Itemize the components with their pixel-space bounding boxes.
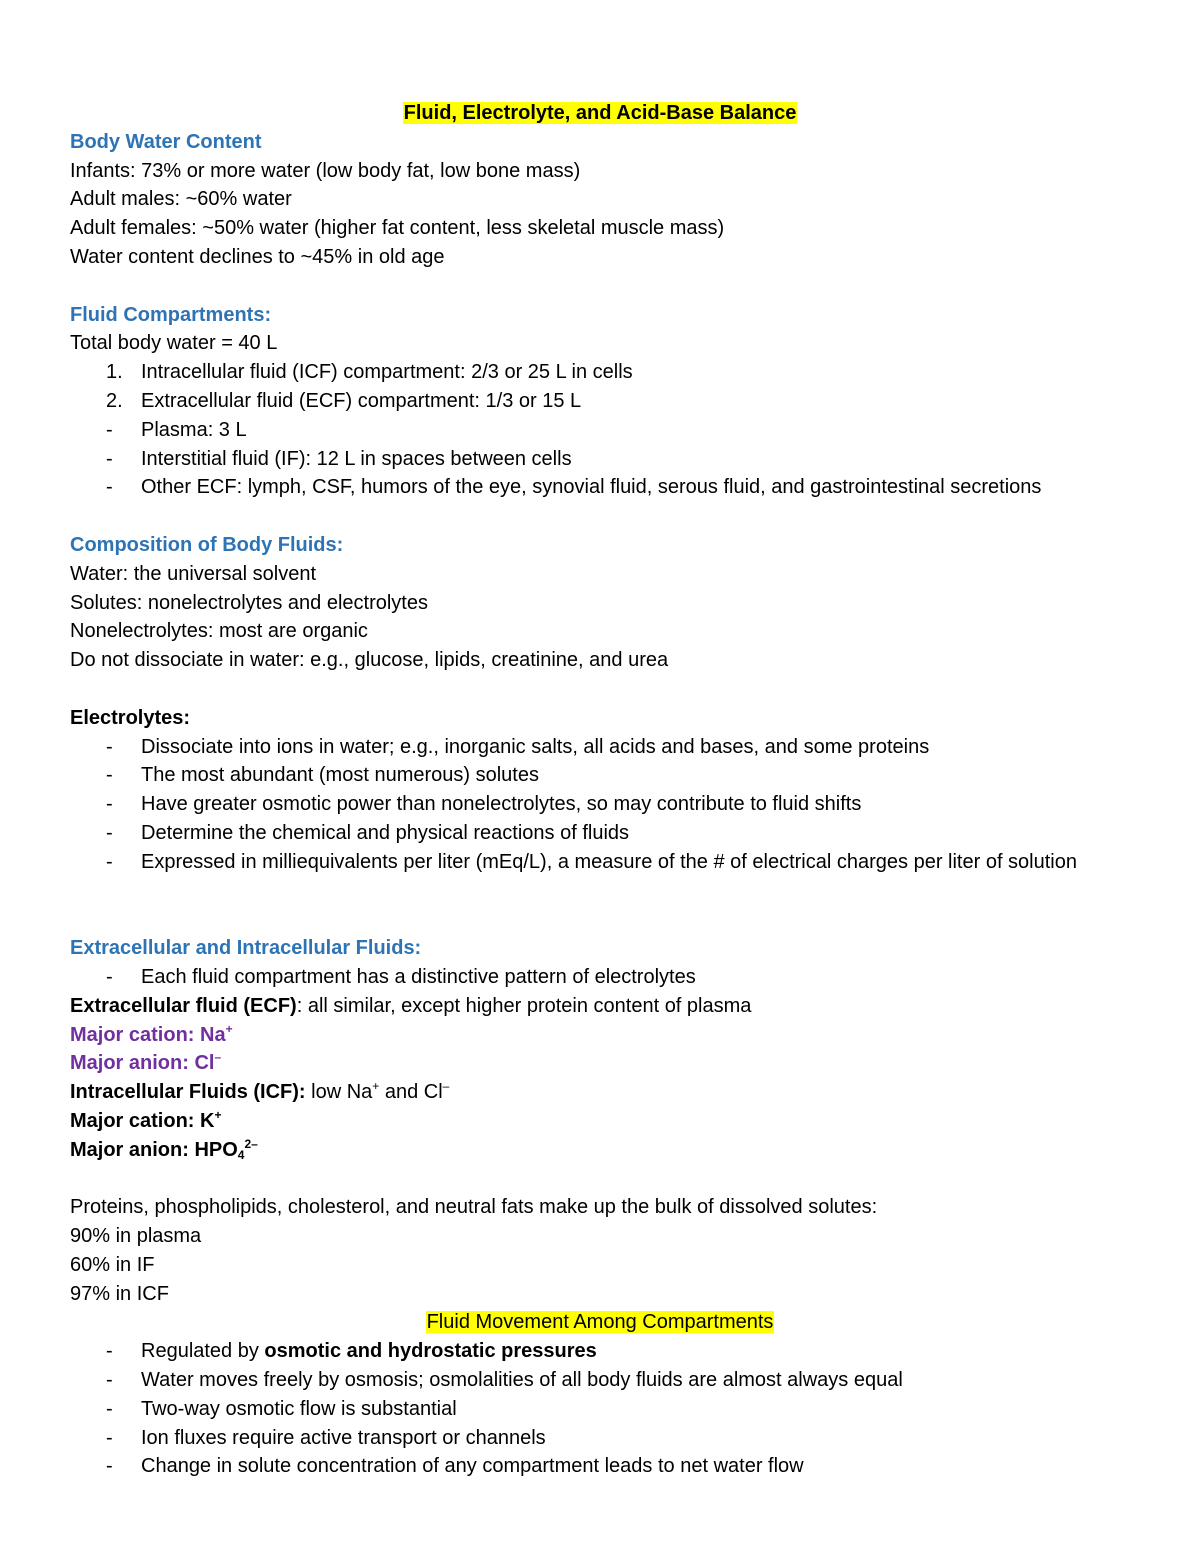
electrolytes-heading: Electrolytes: xyxy=(70,706,191,729)
bullet-dash: - xyxy=(106,821,113,844)
body-water-line: Adult females: ~50% water (higher fat content, less skeletal muscle mass) xyxy=(70,217,725,240)
list-item-text: Have greater osmotic power than nonelectrolytes, so may contribute to fluid shifts xyxy=(141,793,862,816)
bullet-item xyxy=(70,473,1130,502)
icf-cation-line xyxy=(70,1107,1130,1136)
bullet-dash: - xyxy=(106,418,113,441)
movement-title: Fluid Movement Among Compartments xyxy=(426,1311,774,1334)
bullet-item xyxy=(70,819,1130,848)
icf-label: Intracellular Fluids (ICF): xyxy=(70,1081,306,1104)
numbered-item xyxy=(70,387,1130,416)
bullet-item xyxy=(70,1424,1130,1453)
spacer xyxy=(70,905,1130,934)
list-item-text: Dissociate into ions in water; e.g., inorganic salts, all acids and bases, and some proteins xyxy=(141,735,930,758)
charge: 2– xyxy=(244,1136,258,1151)
list-number: 2. xyxy=(106,389,123,412)
bullet-item xyxy=(70,733,1130,762)
list-item-text: Change in solute concentration of any compartment leads to net water flow xyxy=(141,1455,804,1478)
icf-anion-label: Major anion: HPO xyxy=(70,1138,238,1161)
list-item-text: Extracellular fluid (ECF) compartment: 1/3 or 15 L xyxy=(141,389,582,412)
list-item-text: Expressed in milliequivalents per liter (mEq/L), a measure of the # of electrical charges per liter of solution xyxy=(141,850,1077,873)
spacer xyxy=(70,1164,1130,1193)
ecf-label: Extracellular fluid (ECF) xyxy=(70,994,297,1017)
solutes-line: 90% in plasma xyxy=(70,1225,202,1248)
list-item-text: Determine the chemical and physical reactions of fluids xyxy=(141,821,630,844)
ecf-line xyxy=(70,992,1130,1021)
list-item-bold-text: osmotic and hydrostatic pressures xyxy=(264,1340,597,1363)
list-item-text: Intracellular fluid (ICF) compartment: 2/3 or 25 L in cells xyxy=(141,361,633,384)
charge: + xyxy=(225,1021,233,1036)
body-water-line: Water content declines to ~45% in old age xyxy=(70,245,445,268)
bullet-item xyxy=(70,416,1130,445)
list-item-text: Ion fluxes require active transport or channels xyxy=(141,1426,546,1449)
movement-title-line xyxy=(70,1308,1130,1337)
charge: + xyxy=(214,1107,222,1122)
ecf-anion-label: Major anion: Cl xyxy=(70,1052,215,1075)
list-item-text: Water moves freely by osmosis; osmolalities of all body fluids are almost always equal xyxy=(141,1369,903,1392)
composition-line: Nonelectrolytes: most are organic xyxy=(70,620,368,643)
bullet-item xyxy=(70,1395,1130,1424)
bullet-dash: - xyxy=(106,1369,113,1392)
bullet-item xyxy=(70,848,1141,906)
charge: – xyxy=(214,1050,222,1065)
total-body-water: Total body water = 40 L xyxy=(70,332,278,355)
icf-anion-line xyxy=(70,1136,1130,1165)
list-item-text: The most abundant (most numerous) solutes xyxy=(141,764,539,787)
ecf-text: : all similar, except higher protein content of plasma xyxy=(296,994,752,1017)
ecf-cation-line xyxy=(70,1021,1130,1050)
ecf-icf-heading: Extracellular and Intracellular Fluids: xyxy=(70,937,422,960)
icf-cation-label: Major cation: K xyxy=(70,1109,215,1132)
list-item-text: Interstitial fluid (IF): 12 L in spaces between cells xyxy=(141,447,572,470)
bullet-item xyxy=(70,1366,1130,1395)
composition-line: Water: the universal solvent xyxy=(70,562,317,585)
bullet-dash: - xyxy=(106,447,113,470)
bullet-item xyxy=(70,445,1130,474)
bullet-dash: - xyxy=(106,764,113,787)
body-water-line: Infants: 73% or more water (low body fat, low bone mass) xyxy=(70,159,581,182)
list-number: 1. xyxy=(106,361,123,384)
solutes-line: 60% in IF xyxy=(70,1253,155,1276)
bullet-dash: - xyxy=(106,476,113,499)
bullet-dash: - xyxy=(106,793,113,816)
charge: + xyxy=(372,1079,380,1094)
bullet-dash: - xyxy=(106,1426,113,1449)
bullet-dash: - xyxy=(106,965,113,988)
bullet-dash: - xyxy=(106,1455,113,1478)
bullet-dash: - xyxy=(106,1340,113,1363)
composition-line: Solutes: nonelectrolytes and electrolytes xyxy=(70,591,428,614)
icf-text: and Cl xyxy=(379,1081,443,1104)
list-item-text: Regulated by xyxy=(141,1340,265,1363)
composition-heading: Composition of Body Fluids: xyxy=(70,533,344,556)
numbered-item xyxy=(70,358,1130,387)
spacer xyxy=(70,502,1130,531)
bullet-item xyxy=(70,1452,1130,1481)
bullet-dash: - xyxy=(106,850,113,873)
bullet-item xyxy=(70,790,1130,819)
bullet-item xyxy=(70,761,1130,790)
list-item-text: Other ECF: lymph, CSF, humors of the eye, synovial fluid, serous fluid, and gastrointestinal secretions xyxy=(141,476,1042,499)
icf-line xyxy=(70,1078,1130,1107)
ecf-anion-line xyxy=(70,1049,1130,1078)
title-line xyxy=(70,99,1130,128)
spacer xyxy=(70,272,1130,301)
bullet-item xyxy=(70,1337,1130,1366)
list-item-text: Each fluid compartment has a distinctive pattern of electrolytes xyxy=(141,965,696,988)
list-item-text: Two-way osmotic flow is substantial xyxy=(141,1397,457,1420)
charge: – xyxy=(442,1079,450,1094)
bullet-item xyxy=(70,963,1130,992)
bullet-dash: - xyxy=(106,1397,113,1420)
icf-text: low Na xyxy=(305,1081,373,1104)
composition-line: Do not dissociate in water: e.g., glucose, lipids, creatinine, and urea xyxy=(70,649,669,672)
document-title: Fluid, Electrolyte, and Acid-Base Balance xyxy=(403,102,797,124)
body-water-heading: Body Water Content xyxy=(70,130,262,153)
solutes-line: 97% in ICF xyxy=(70,1282,169,1305)
body-water-line: Adult males: ~60% water xyxy=(70,188,292,211)
ecf-cation-label: Major cation: Na xyxy=(70,1023,226,1046)
list-item-text: Plasma: 3 L xyxy=(141,418,247,441)
compartments-heading: Fluid Compartments: xyxy=(70,303,272,326)
spacer xyxy=(70,675,1130,704)
solutes-intro: Proteins, phospholipids, cholesterol, and neutral fats make up the bulk of dissolved solutes: xyxy=(70,1196,878,1219)
bullet-dash: - xyxy=(106,735,113,758)
document-page xyxy=(70,99,1130,1481)
subscript: 4 xyxy=(237,1147,245,1162)
